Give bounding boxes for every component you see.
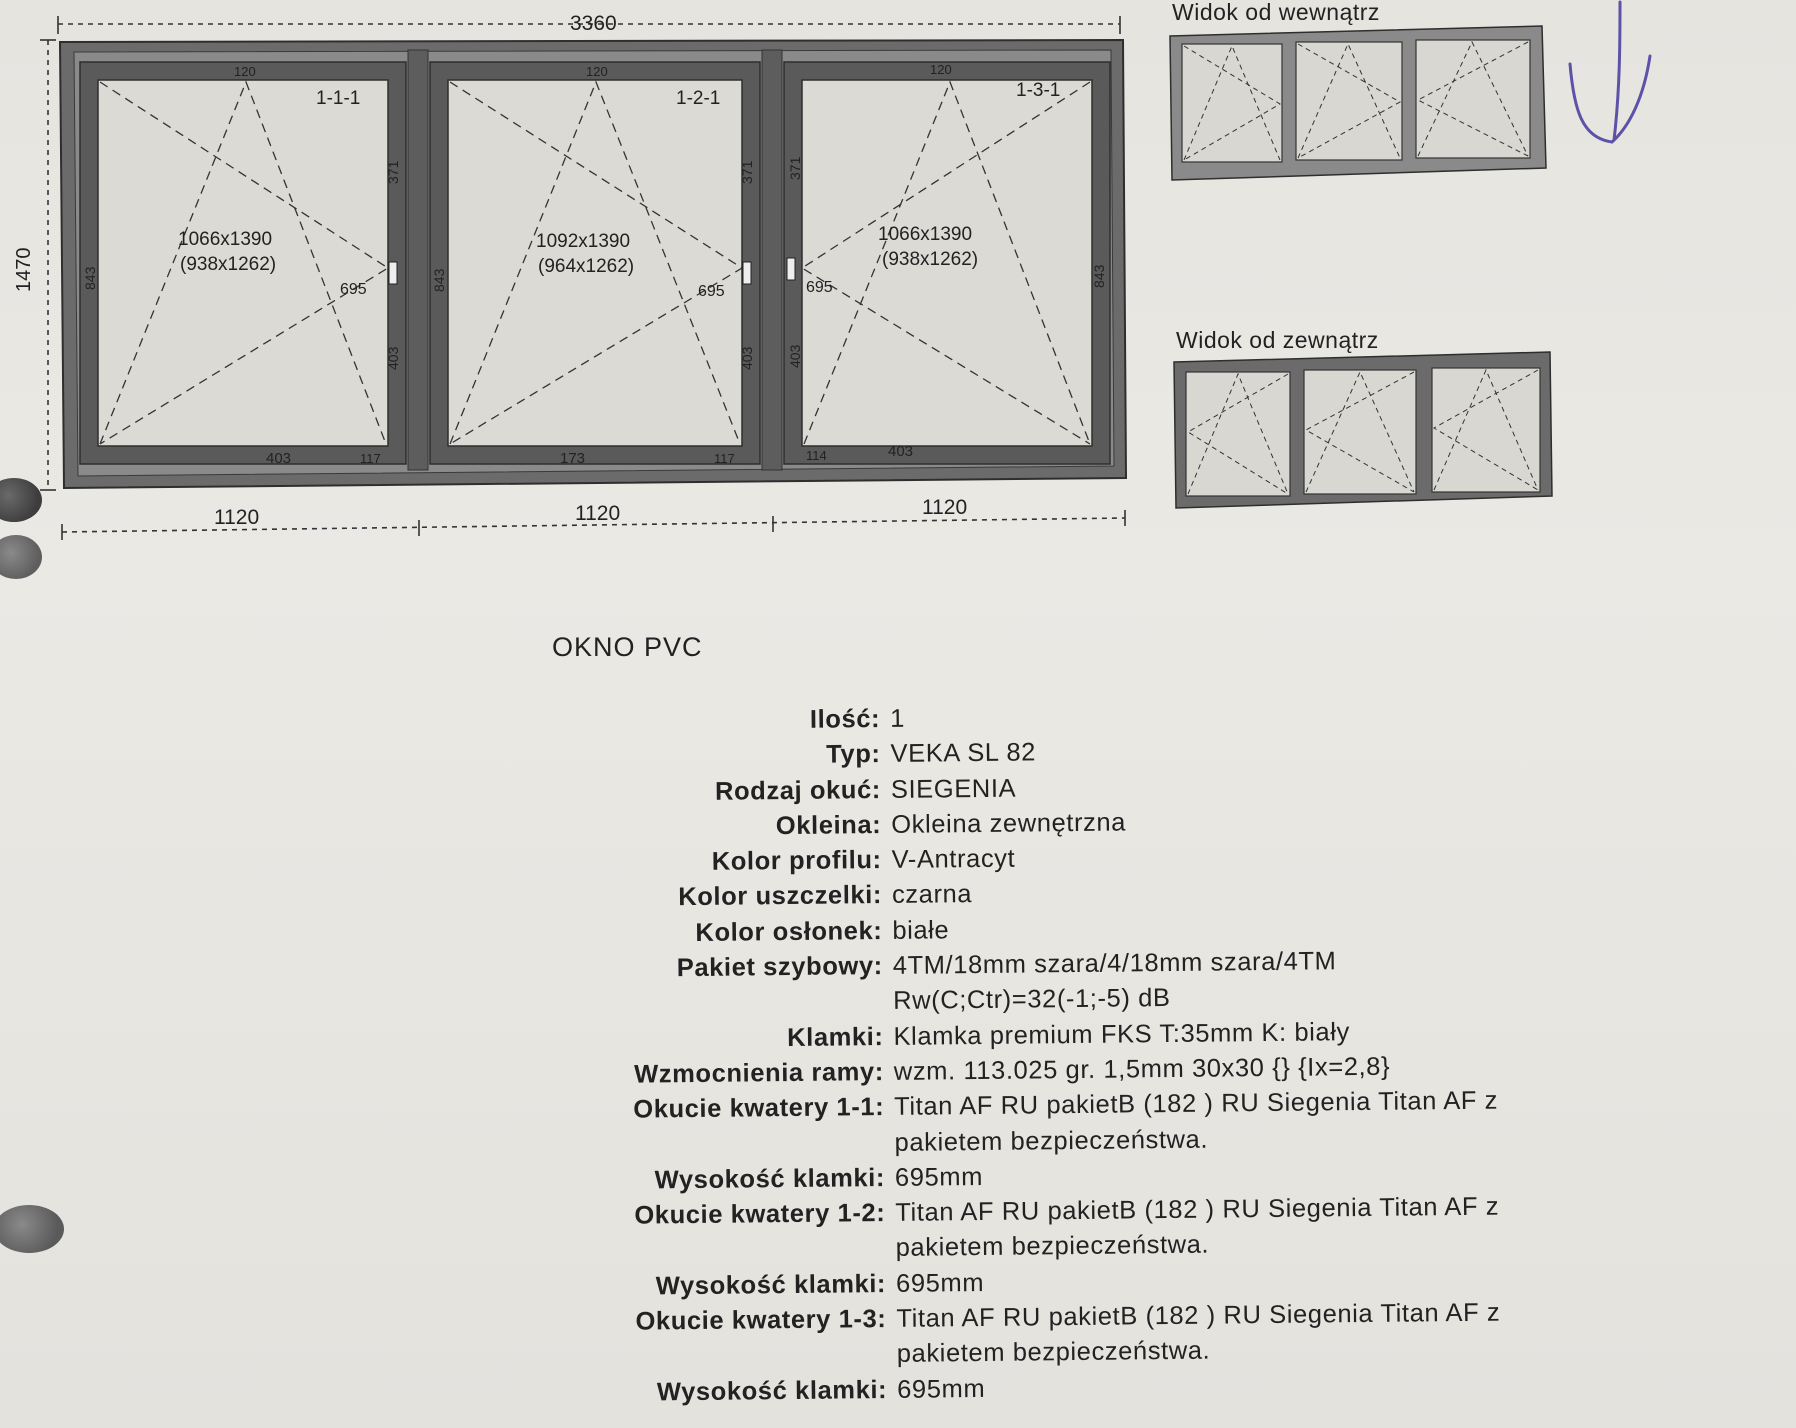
spec-label: Wysokość klamki: [656, 1375, 888, 1407]
overall-height-label: 1470 [13, 247, 35, 292]
sash-3-upper-right: 371 [787, 156, 803, 180]
spec-value: Klamka premium FKS T:35mm K: biały [893, 1017, 1350, 1051]
spec-value: 4TM/18mm szara/4/18mm szara/4TM Rw(C;Ctr)=32(-1;-5) dB [892, 947, 1337, 1016]
sash-1-corner: 117 [360, 451, 381, 466]
sash-3-outer: 1066x1390 [878, 224, 973, 245]
spec-value: białe [892, 916, 950, 945]
section-width-3: 1120 [922, 496, 968, 519]
spec-value: Okleina zewnętrzna [891, 808, 1127, 839]
document-title: OKNO PVC [552, 632, 703, 662]
spec-value: VEKA SL 82 [890, 738, 1037, 769]
mullion-2 [762, 50, 782, 470]
sash-1-bottom: 403 [266, 450, 292, 467]
spec-label: Pakiet szybowy: [676, 952, 883, 983]
sash-2-corner: 117 [714, 451, 735, 466]
spec-label: Okucie kwatery 1-1: [633, 1093, 885, 1124]
spec-label: Okucie kwatery 1-3: [635, 1305, 887, 1336]
spec-value: SIEGENIA [890, 774, 1017, 804]
pen-arrow-mark [1570, 2, 1650, 142]
spec-label: Rodzaj okuć: [714, 775, 882, 806]
section-width-2: 1120 [575, 502, 621, 525]
spec-row [506, 1294, 1657, 1377]
sash-1-id: 1-1-1 [316, 88, 361, 109]
sash-1-top: 120 [234, 64, 256, 79]
spec-label: Klamki: [787, 1022, 884, 1052]
view-inside [1170, 26, 1546, 180]
sash-3-id: 1-3-1 [1016, 80, 1061, 101]
spec-label: Wysokość klamki: [654, 1163, 886, 1195]
overall-width-label: 3360 [570, 12, 617, 35]
sash-2-side-left: 843 [431, 268, 447, 292]
spec-label: Wysokość klamki: [655, 1269, 887, 1301]
sash-1-side-left: 843 [82, 266, 98, 290]
sash-2-handle: 695 [698, 283, 725, 300]
spec-label: Kolor uszczelki: [678, 881, 883, 912]
spec-value: 695mm [895, 1268, 985, 1298]
sash-2-top: 120 [586, 64, 608, 79]
sash-3-inner: (938x1262) [882, 249, 979, 270]
spec-label: Kolor profilu: [711, 846, 882, 876]
mullion-1 [408, 50, 428, 470]
spec-value: Titan AF RU pakietB (182 ) RU Siegenia Titan AF z pakietem bezpieczeństwa. [894, 1086, 1499, 1157]
window-drawing [0, 0, 1160, 560]
spec-row [503, 941, 1654, 1024]
spec-label: Okleina: [775, 810, 882, 841]
spec-row [505, 1188, 1656, 1271]
spec-value: czarna [891, 880, 973, 910]
sash-1-upper-right: 371 [385, 160, 401, 184]
spec-label: Kolor osłonek: [695, 916, 883, 947]
sash-3-handle: 695 [806, 279, 833, 296]
sash-3-side-right: 843 [1091, 264, 1107, 288]
spec-label: Okucie kwatery 1-2: [634, 1199, 886, 1230]
spec-list [500, 694, 1657, 1412]
spec-label: Wzmocnienia ramy: [634, 1057, 884, 1089]
sash-3-top: 120 [930, 62, 952, 77]
sash-3-mid-right: 403 [787, 344, 803, 368]
spec-row [504, 1082, 1655, 1165]
spec-value: 1 [890, 704, 906, 733]
sash-2-inner: (964x1262) [538, 256, 635, 277]
sash-1-handle: 695 [340, 281, 367, 298]
sash-2-id: 1-2-1 [676, 88, 721, 109]
view-outside-label: Widok od zewnątrz [1176, 327, 1379, 353]
sash-3-corner: 114 [806, 448, 827, 463]
sash-2-outer: 1092x1390 [536, 231, 631, 252]
spec-label: Typ: [826, 740, 881, 769]
sash-2-bottom: 173 [560, 450, 586, 467]
view-inside-label: Widok od wewnątrz [1172, 0, 1380, 25]
view-outside [1174, 352, 1552, 508]
section-width-1: 1120 [214, 506, 260, 529]
sash-2-upper-right: 371 [739, 160, 755, 184]
sash-1-inner: (938x1262) [180, 254, 277, 275]
sash-1-outer: 1066x1390 [178, 229, 273, 250]
spec-value: 695mm [894, 1162, 984, 1192]
spec-label: Ilość: [809, 705, 881, 734]
views-panel [1150, 0, 1790, 540]
spec-value: 695mm [897, 1374, 986, 1404]
sash-3-bottom: 403 [888, 443, 914, 460]
sash-2-mid-right: 403 [739, 346, 755, 370]
spec-value: Titan AF RU pakietB (182 ) RU Siegenia Titan AF z pakietem bezpieczeństwa. [895, 1192, 1500, 1263]
spec-value: V-Antracyt [891, 844, 1016, 875]
sash-1-mid-right: 403 [385, 346, 401, 370]
spec-value: Titan AF RU pakietB (182 ) RU Siegenia Titan AF z pakietem bezpieczeństwa. [896, 1298, 1501, 1369]
spec-value: wzm. 113.025 gr. 1,5mm 30x30 {} {Ix=2,8} [893, 1052, 1391, 1086]
